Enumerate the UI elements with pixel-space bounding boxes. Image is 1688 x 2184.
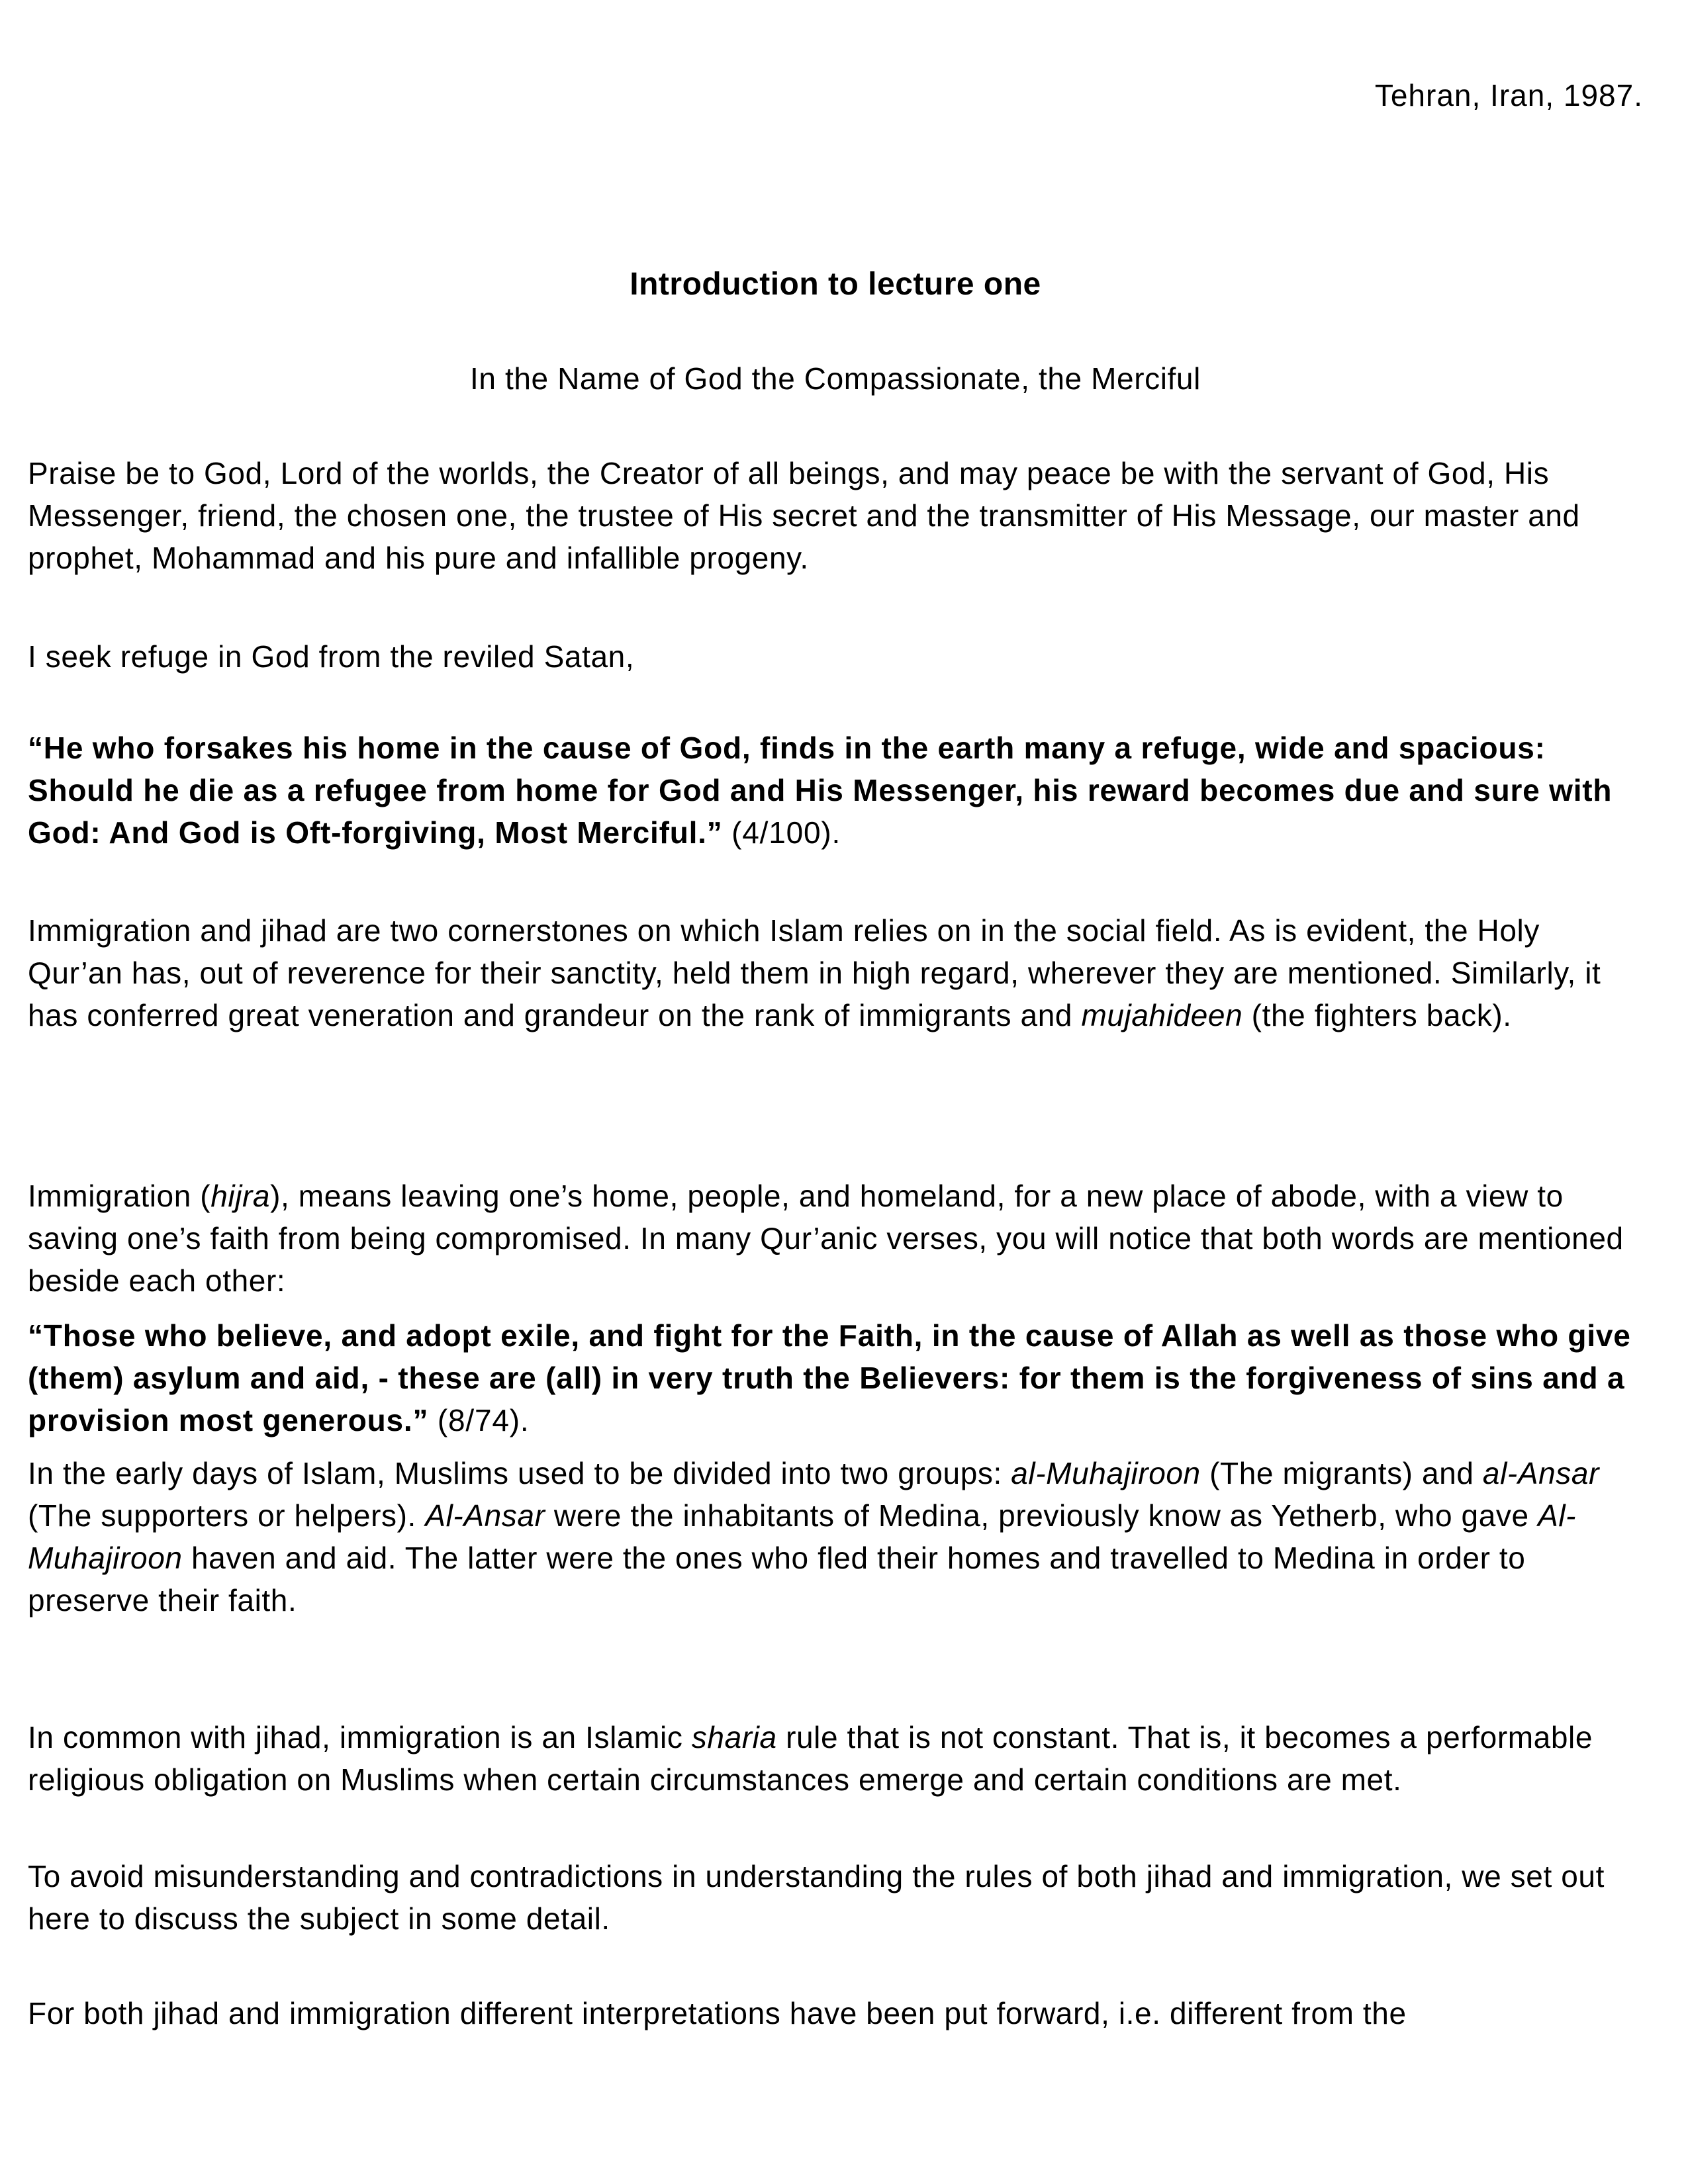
paragraph-praise: Praise be to God, Lord of the worlds, the Creator of all beings, and may peace be with the servant of God, His Messenger, friend, the chosen one, the trustee of His secret and the transmitter of His Message, our master and prophet, Mohammad and his pure and infallible progeny. [28, 456, 1580, 575]
quote-reference: (8/74). [437, 1403, 530, 1437]
paragraph-interpretations: For both jihad and immigration different interpretations have been put forward, i.e. different from the [28, 1996, 1407, 2030]
italic-term: mujahideen [1081, 998, 1243, 1032]
quote-4-100 [28, 727, 1643, 854]
paragraph-immigration-jihad [28, 909, 1643, 1036]
place-date: Tehran, Iran, 1987. [1374, 78, 1643, 113]
paragraph-text: (The supporters or helpers). [28, 1498, 426, 1533]
paragraph-text: Immigration ( [28, 1179, 211, 1213]
italic-term: Al-Ansar [425, 1498, 545, 1533]
italic-term: al-Ansar [1482, 1456, 1600, 1490]
paragraph-text: In the early days of Islam, Muslims used to be divided into two groups: [28, 1456, 1011, 1490]
quote-text: “Those who believe, and adopt exile, and fight for the Faith, in the cause of Allah as well as those who give (them) asylum and aid, - these are (all) in very truth the Believers: for them is the forgiveness of sins and a provision most generous.” [28, 1318, 1631, 1437]
paragraph-text: (the fighters back). [1243, 998, 1512, 1032]
quote-reference: (4/100). [731, 815, 841, 850]
paragraph-text: were the inhabitants of Medina, previously know as Yetherb, who gave [545, 1498, 1538, 1533]
paragraph-text: ), means leaving one’s home, people, and homeland, for a new place of abode, with a view to saving one’s faith from being compromised. In many Qur’anic verses, you will notice that both words are mentioned beside each other: [28, 1179, 1624, 1298]
paragraph-text: rule that is not constant. That is, it becomes a performable religious obligation on Muslims when certain circumstances emerge and certain conditions are met. [28, 1720, 1593, 1797]
paragraph-text: In common with jihad, immigration is an Islamic [28, 1720, 692, 1754]
quote-text: “He who forsakes his home in the cause of God, finds in the earth many a refuge, wide and spacious: Should he die as a refugee from home for God and His Messenger, his reward becomes due and sure with God: And God is Oft-forgiving, Most Merciful.” [28, 731, 1613, 850]
italic-term: sharia [691, 1720, 777, 1754]
paragraph-avoid-misunderstanding: To avoid misunderstanding and contradictions in understanding the rules of both jihad and immigration, we set out here to discuss the subject in some detail. [28, 1859, 1605, 1936]
quote-8-74 [28, 1314, 1643, 1441]
paragraph-early-days [28, 1452, 1643, 1621]
paragraph-text: (The migrants) and [1200, 1456, 1483, 1490]
paragraph-text: haven and aid. The latter were the ones who fled their homes and travelled to Medina in order to preserve their faith. [28, 1541, 1526, 1617]
invocation: In the Name of God the Compassionate, the Merciful [470, 361, 1201, 396]
paragraph-refuge: I seek refuge in God from the reviled Satan, [28, 639, 635, 674]
paragraph-hijra [28, 1175, 1643, 1302]
italic-term: hijra [211, 1179, 271, 1213]
paragraph-sharia [28, 1716, 1643, 1801]
paragraph-text: Immigration and jihad are two cornerstones on which Islam relies on in the social field. As is evident, the Holy Qur’an has, out of reverence for their sanctity, held them in high regard, wherever they are mentioned. Similarly, it has conferred great veneration and grandeur on the rank of immigrants and [28, 913, 1601, 1032]
italic-term: Al-Muhajiroon [28, 1498, 1577, 1575]
page-title: Introduction to lecture one [630, 267, 1041, 302]
italic-term: al-Muhajiroon [1011, 1456, 1201, 1490]
